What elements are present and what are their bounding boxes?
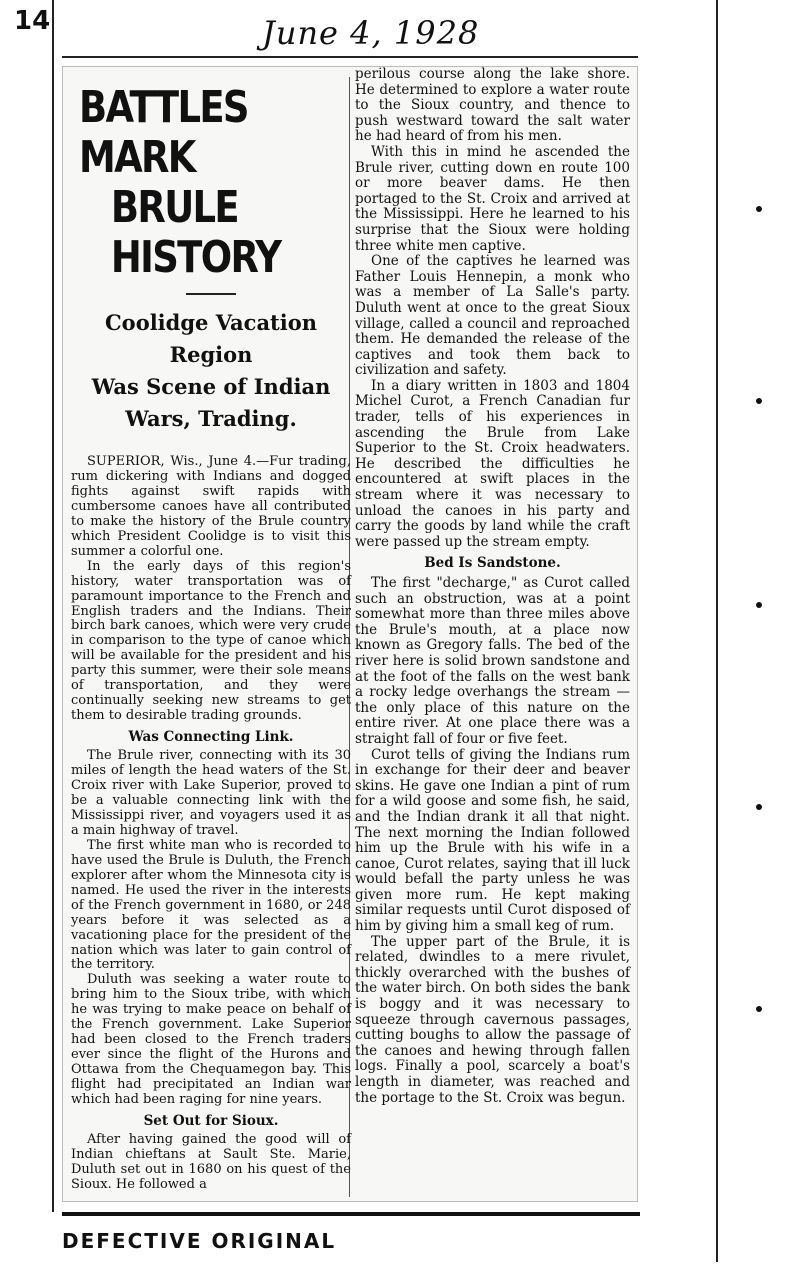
deck-headline [71,307,351,435]
article-paragraph: With this in mind he ascended the Brule river, cutting down en route 100 or more beaver dams. He then portaged to the St. Croix and arrived at the Mississippi. Here he learned to his surprise that the Sioux were holding three white men captive. [355,143,630,254]
margin-dot [756,602,762,608]
margin-dot [756,1006,762,1012]
left-edge-rule [52,0,54,1212]
subheading: Bed Is Sandstone. [424,555,561,572]
article-paragraph: perilous course along the lake shore. He determined to explore a water route to the Sioux country, and thence to push westward toward the salt water he had heard of from his men. [355,66,630,145]
page-number: 14 [14,6,51,36]
article-paragraph: In the early days of this region's history, water transportation was of paramount importance to the French and English traders and the Indians. Their birch bark canoes, which were very crude in comparison to the type of canoe which will be available for the president and his party this summer, were their sole means of transportation, and they were continually seeking new streams to get them to desirable trading grounds. [71,558,351,724]
top-rule [62,56,638,58]
article-paragraph: The Brule river, connecting with its 30 miles of length the head waters of the St. Croix river with Lake Superior, proved to be a valuable connecting link with the Mississippi river, and voyagers used it as a main highway of travel. [71,748,351,838]
article-paragraph: The first white man who is recorded to have used the Brule is Duluth, the French explorer after whom the Minnesota city is named. He used the river in the interests of the French government in 1680, or 248 years before it was selected as a vacationing place for the president of the nation which was later to gain control of the territory. [71,837,351,973]
subheading: Was Connecting Link. [128,729,294,746]
subheading: Set Out for Sioux. [143,1112,279,1129]
defective-original-stamp [62,1212,640,1266]
margin-dot [756,398,762,404]
headline-divider [186,293,236,295]
article-paragraph: The first "decharge," as Curot called such an obstruction, was at a point somewhat more than three miles above the Brule's mouth, at a place now known as Gregory falls. The bed of the river here is solid brown sandstone and at the foot of the falls on the west bank a rocky ledge overhangs the stream — the only place of this nature on the entire river. At one place there was a straight fall of four or five feet. [355,575,630,747]
deck-line-1: Coolidge Vacation Region [104,310,318,367]
margin-dot [756,206,762,212]
deck-line-3: Wars, Trading. [125,406,297,431]
headline-line-2: BRULE HISTORY [110,182,281,283]
left-column [71,67,351,1193]
right-column [355,67,630,1106]
article-paragraph: Duluth was seeking a water route to bring him to the Sioux tribe, with which he was trying to make peace on behalf of the French government. Lake Superior had been closed to the French traders ever since the flight of the Hurons and Ottawa from the Chequamegon bay. This flight had precipitated an Indian war which had been raging for nine years. [71,972,351,1108]
headline [79,83,356,283]
newspaper-clipping [62,66,638,1202]
article-paragraph: One of the captives he learned was Father Louis Hennepin, a monk who was a member of La Salle's party. Duluth went at once to the great Sioux village, called a council and reproached them. He demanded the release of the captives and took them back to civilization and safety. [355,253,630,379]
article-paragraph: The upper part of the Brule, it is related, dwindles to a mere rivulet, thickly overarched with the bushes of the water birch. On both sides the bank is boggy and it was necessary to squeeze through cavernous passages, cutting boughs to allow the passage of the canoes and hewing through fallen logs. Finally a pool, scarcely a boat's length in diameter, was reached and the portage to the St. Croix was begun. [355,933,630,1106]
margin-dot [756,804,762,810]
article-paragraph: After having gained the good will of Indian chieftans at Sault Ste. Marie, Duluth set out in 1680 on his quest of the Sioux. He followed a [71,1131,351,1192]
handwritten-date: June 4, 1928 [262,14,480,52]
stamp-text: DEFECTIVE ORIGINAL [62,1229,337,1253]
headline-line-1: BATTLES MARK [79,82,248,183]
deck-line-2: Was Scene of Indian [91,374,331,399]
article-paragraph: SUPERIOR, Wis., June 4.—Fur trading, rum dickering with Indians and dogged fights against swift rapids with cumbersome canoes have all contributed to make the history of the Brule country which President Coolidge is to visit this summer a colorful one. [71,454,351,559]
article-paragraph: Curot tells of giving the Indians rum in exchange for their deer and beaver skins. He gave one Indian a pint of rum for a wild goose and some fish, he said, and the Indian drank it all that night. The next morning the Indian followed him up the Brule with his wife in a canoe, Curot relates, saying that ill luck would befall the party unless he was given more rum. He kept making similar requests until Curot disposed of him by giving him a small keg of rum. [355,746,630,935]
right-edge-rule [716,0,718,1262]
article-paragraph: In a diary written in 1803 and 1804 Michel Curot, a French Canadian fur trader, tells of his experiences in ascending the Brule from Lake Superior to the St. Croix headwaters. He described the difficulties he encountered at swift places in the stream where it was necessary to unload the canoes in his party and carry the goods by land while the craft were passed up the stream empty. [355,377,630,550]
